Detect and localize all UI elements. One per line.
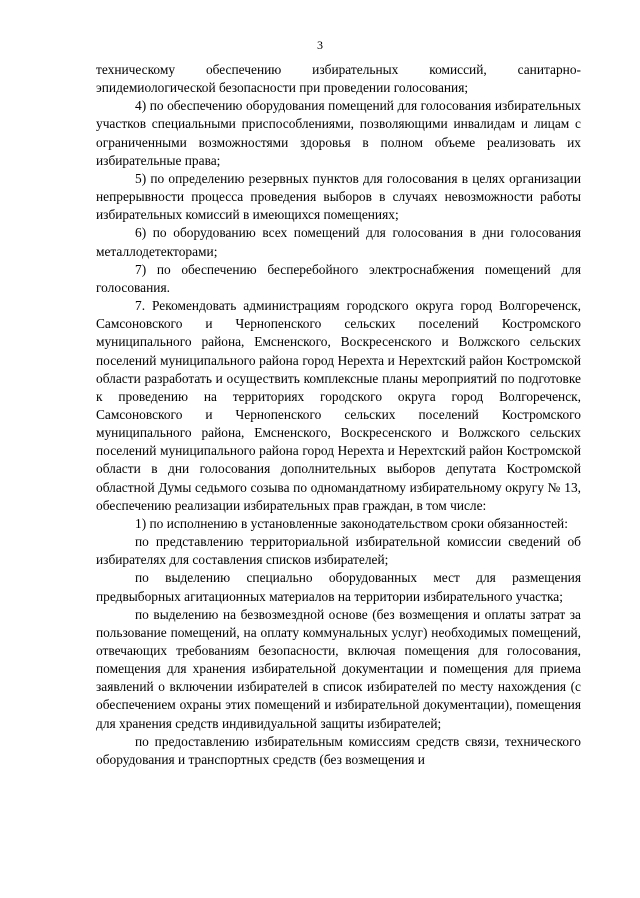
document-body bbox=[96, 61, 581, 769]
page-number: 3 bbox=[317, 38, 323, 52]
paragraph: по выделению специально оборудованных мест для размещения предвыборных агитационных материалов на территории избирательного участка; bbox=[96, 570, 581, 604]
paragraph: 4) по обеспечению оборудования помещений для голосования избирательных участков специальными приспособлениями, позволяющими инвалидам и лицам с ограниченными возможностями здоровья в полном объеме реализовать их избирательные права; bbox=[96, 98, 581, 168]
paragraph: техническому обеспечению избирательных комиссий, санитарно-эпидемиологической безопасности при проведении голосования; bbox=[96, 62, 581, 96]
paragraph: 6) по оборудованию всех помещений для голосования в дни голосования металлодетекторами; bbox=[96, 225, 581, 259]
paragraph: 7) по обеспечению бесперебойного электроснабжения помещений для голосования. bbox=[96, 261, 581, 295]
paragraph: по выделению на безвозмездной основе (без возмещения и оплаты затрат за пользование помещений, на оплату коммунальных услуг) необходимых помещений, отвечающих требованиям безопасности, включая помещения для голосования, помещения для хранения избирательной документации и помещения для приема заявлений о включении избирателей в список избирателей по месту нахождения (с обеспечением охраны этих помещений и избирательной документации), помещения для хранения средств индивидуальной защиты избирателей; bbox=[96, 606, 581, 731]
paragraph: 7. Рекомендовать администрациям городского округа город Волгореченск, Самсоновского и Чернопенского сельских поселений Костромского муниципального района, Емсненского, Воскресенского и Волжского сельских поселений муниципального района город Нерехта и Нерехтский район Костромской области разработать и осуществить комплексные планы мероприятий по подготовке к проведению на территориях городского округа город Волгореченск, Самсоновского и Чернопенского сельских поселений Костромского муниципального района, Емсненского, Воскресенского и Волжского сельских поселений муниципального района город Нерехта и Нерехтский район Костромской области в дни голосования дополнительных выборов депутата Костромской областной Думы седьмого созыва по одномандатному избирательному округу № 13, обеспечению реализации избирательных прав граждан, в том числе: bbox=[96, 298, 581, 513]
paragraph: по представлению территориальной избирательной комиссии сведений об избирателях для составления списков избирателей; bbox=[96, 534, 581, 568]
paragraph: 5) по определению резервных пунктов для голосования в целях организации непрерывности процесса проведения выборов в случаях невозможности работы избирательных комиссий в имеющихся помещениях; bbox=[96, 170, 581, 223]
paragraph: по предоставлению избирательным комиссиям средств связи, технического оборудования и транспортных средств (без возмещения и bbox=[96, 733, 581, 767]
paragraph: 1) по исполнению в установленные законодательством сроки обязанностей: bbox=[135, 515, 568, 531]
